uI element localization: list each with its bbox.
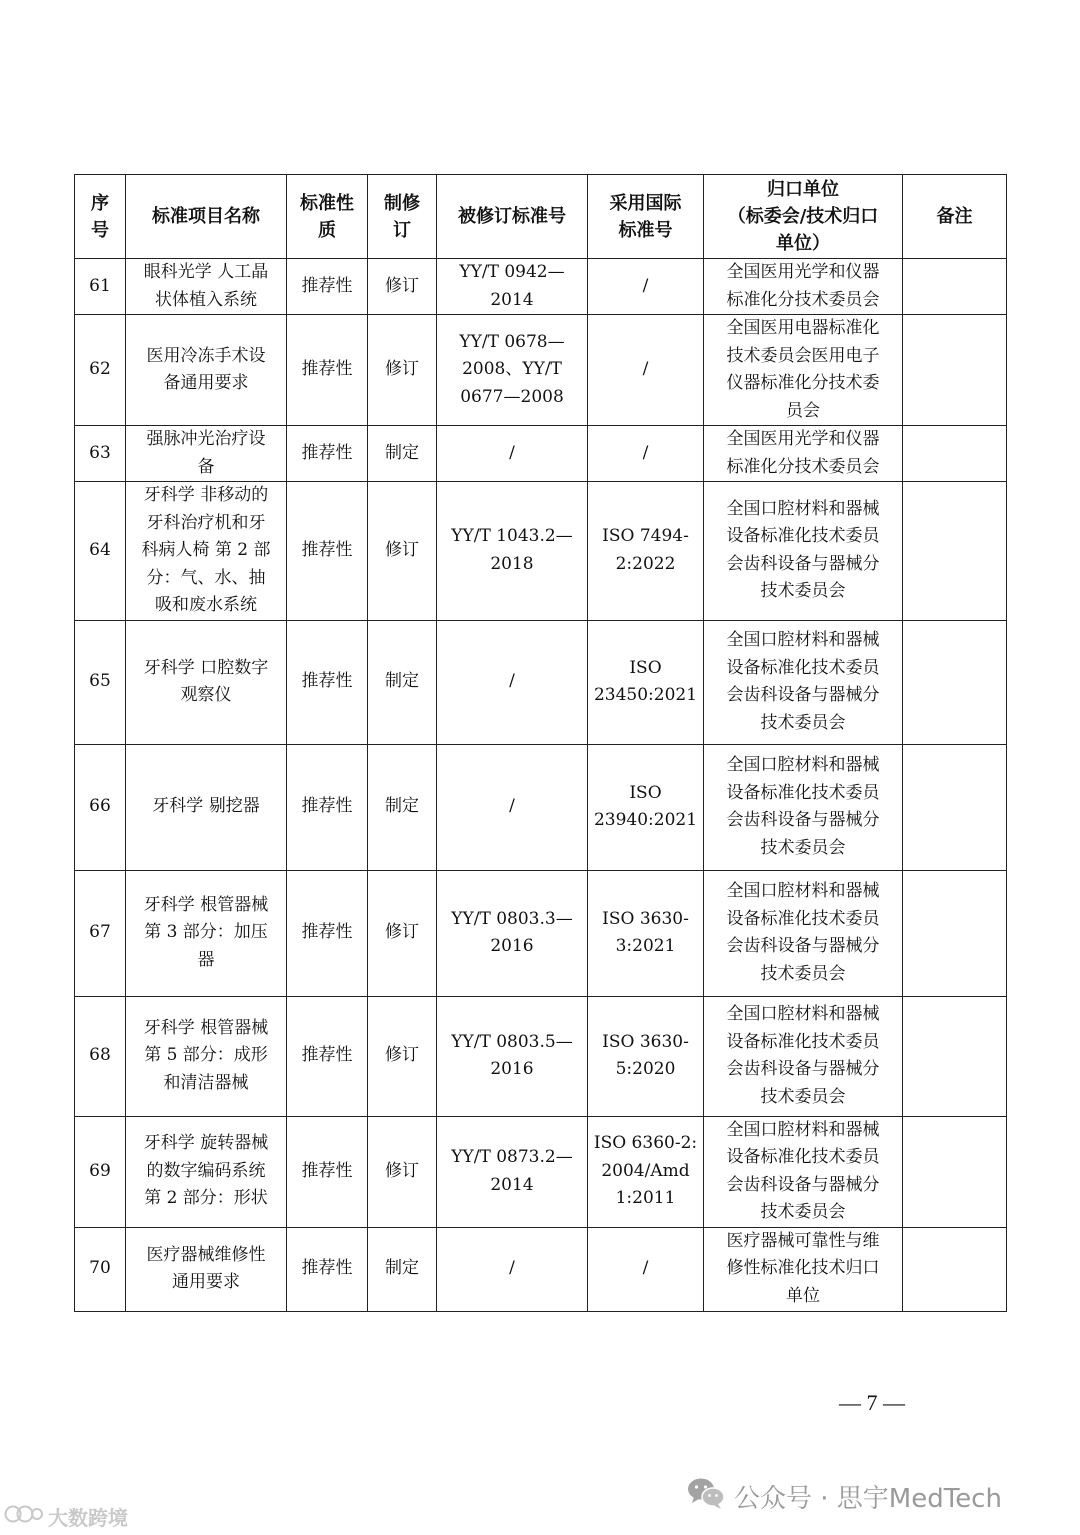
header-revised-standard: 被修订标准号 [437,175,588,259]
responsible-unit: 全国口腔材料和器械 设备标准化技术委员 会齿科设备与器械分 技术委员会 [704,620,903,744]
revised-standard: / [437,620,588,744]
project-name: 牙科学 根管器械 第 5 部分：成形 和清洁器械 [126,996,287,1116]
nature: 推荐性 [287,744,368,870]
header-responsible-unit: 归口单位 （标委会/技术归口 单位） [704,175,903,259]
row-index: 63 [75,426,126,482]
nature: 推荐性 [287,996,368,1116]
nature: 推荐性 [287,1116,368,1227]
table-row [75,1227,1007,1311]
row-index: 61 [75,259,126,315]
table-row [75,482,1007,621]
remarks [903,1227,1007,1311]
remarks [903,426,1007,482]
project-name: 牙科学 非移动的 牙科治疗机和牙 科病人椅 第 2 部 分：气、水、抽 吸和废水系统 [126,482,287,621]
table-row [75,259,1007,315]
table-row [75,870,1007,996]
project-name: 牙科学 旋转器械 的数字编码系统 第 2 部分：形状 [126,1116,287,1227]
intl-standard: ISO 23940:2021 [588,744,704,870]
intl-standard: ISO 23450:2021 [588,620,704,744]
nature: 推荐性 [287,426,368,482]
intl-standard: ISO 7494- 2:2022 [588,482,704,621]
row-index: 70 [75,1227,126,1311]
nature: 推荐性 [287,870,368,996]
intl-standard: ISO 3630- 3:2021 [588,870,704,996]
type: 修订 [368,315,437,426]
intl-standard: ISO 3630- 5:2020 [588,996,704,1116]
revised-standard: / [437,426,588,482]
type: 制定 [368,744,437,870]
header-formulate-revise: 制修 订 [368,175,437,259]
revised-standard: YY/T 0803.3— 2016 [437,870,588,996]
type: 制定 [368,426,437,482]
revised-standard: YY/T 0678— 2008、YY/T 0677—2008 [437,315,588,426]
responsible-unit: 全国医用电器标准化 技术委员会医用电子 仪器标准化分技术委 员会 [704,315,903,426]
header-row [75,175,1007,259]
intl-standard: ISO 6360-2: 2004/Amd 1:2011 [588,1116,704,1227]
type: 修订 [368,870,437,996]
responsible-unit: 全国医用光学和仪器 标准化分技术委员会 [704,259,903,315]
responsible-unit: 全国医用光学和仪器 标准化分技术委员会 [704,426,903,482]
header-remarks: 备注 [903,175,1007,259]
remarks [903,870,1007,996]
revised-standard: / [437,744,588,870]
responsible-unit: 全国口腔材料和器械 设备标准化技术委员 会齿科设备与器械分 技术委员会 [704,870,903,996]
row-index: 64 [75,482,126,621]
remarks [903,996,1007,1116]
intl-standard: / [588,1227,704,1311]
header-project-name: 标准项目名称 [126,175,287,259]
project-name: 牙科学 口腔数字 观察仪 [126,620,287,744]
watermark-corner [4,1502,128,1531]
row-index: 69 [75,1116,126,1227]
remarks [903,315,1007,426]
project-name: 医疗器械维修性 通用要求 [126,1227,287,1311]
remarks [903,482,1007,621]
responsible-unit: 全国口腔材料和器械 设备标准化技术委员 会齿科设备与器械分 技术委员会 [704,744,903,870]
responsible-unit: 医疗器械可靠性与维 修性标准化技术归口 单位 [704,1227,903,1311]
remarks [903,1116,1007,1227]
nature: 推荐性 [287,482,368,621]
revised-standard: / [437,1227,588,1311]
header-intl-standard: 采用国际 标准号 [588,175,704,259]
nature: 推荐性 [287,1227,368,1311]
page-number: — 7 — [839,1390,905,1415]
table-row [75,620,1007,744]
intl-standard: / [588,315,704,426]
remarks [903,620,1007,744]
nature: 推荐性 [287,259,368,315]
project-name: 医用冷冻手术设 备通用要求 [126,315,287,426]
nature: 推荐性 [287,315,368,426]
header-index: 序 号 [75,175,126,259]
type: 修订 [368,996,437,1116]
header-nature: 标准性 质 [287,175,368,259]
revised-standard: YY/T 0942— 2014 [437,259,588,315]
intl-standard: / [588,426,704,482]
revised-standard: YY/T 1043.2— 2018 [437,482,588,621]
watermark-account [686,1476,1002,1517]
table-row [75,996,1007,1116]
table-row [75,315,1007,426]
row-index: 62 [75,315,126,426]
type: 修订 [368,1116,437,1227]
watermark-corner-text: 大数跨境 [48,1506,128,1530]
table-row [75,426,1007,482]
wechat-icon [686,1476,726,1517]
revised-standard: YY/T 0873.2— 2014 [437,1116,588,1227]
row-index: 67 [75,870,126,996]
responsible-unit: 全国口腔材料和器械 设备标准化技术委员 会齿科设备与器械分 技术委员会 [704,996,903,1116]
logo-icon [4,1503,44,1530]
watermark-account-text: 公众号 · 思宇MedTech [734,1484,1002,1514]
row-index: 68 [75,996,126,1116]
type: 修订 [368,259,437,315]
responsible-unit: 全国口腔材料和器械 设备标准化技术委员 会齿科设备与器械分 技术委员会 [704,1116,903,1227]
responsible-unit: 全国口腔材料和器械 设备标准化技术委员 会齿科设备与器械分 技术委员会 [704,482,903,621]
revised-standard: YY/T 0803.5— 2016 [437,996,588,1116]
type: 制定 [368,620,437,744]
nature: 推荐性 [287,620,368,744]
project-name: 牙科学 根管器械 第 3 部分：加压 器 [126,870,287,996]
intl-standard: / [588,259,704,315]
type: 修订 [368,482,437,621]
remarks [903,259,1007,315]
project-name: 眼科光学 人工晶 状体植入系统 [126,259,287,315]
table-row [75,1116,1007,1227]
type: 制定 [368,1227,437,1311]
row-index: 65 [75,620,126,744]
table-row [75,744,1007,870]
standards-table [74,174,1007,1312]
row-index: 66 [75,744,126,870]
project-name: 强脉冲光治疗设 备 [126,426,287,482]
project-name: 牙科学 剔挖器 [126,744,287,870]
remarks [903,744,1007,870]
